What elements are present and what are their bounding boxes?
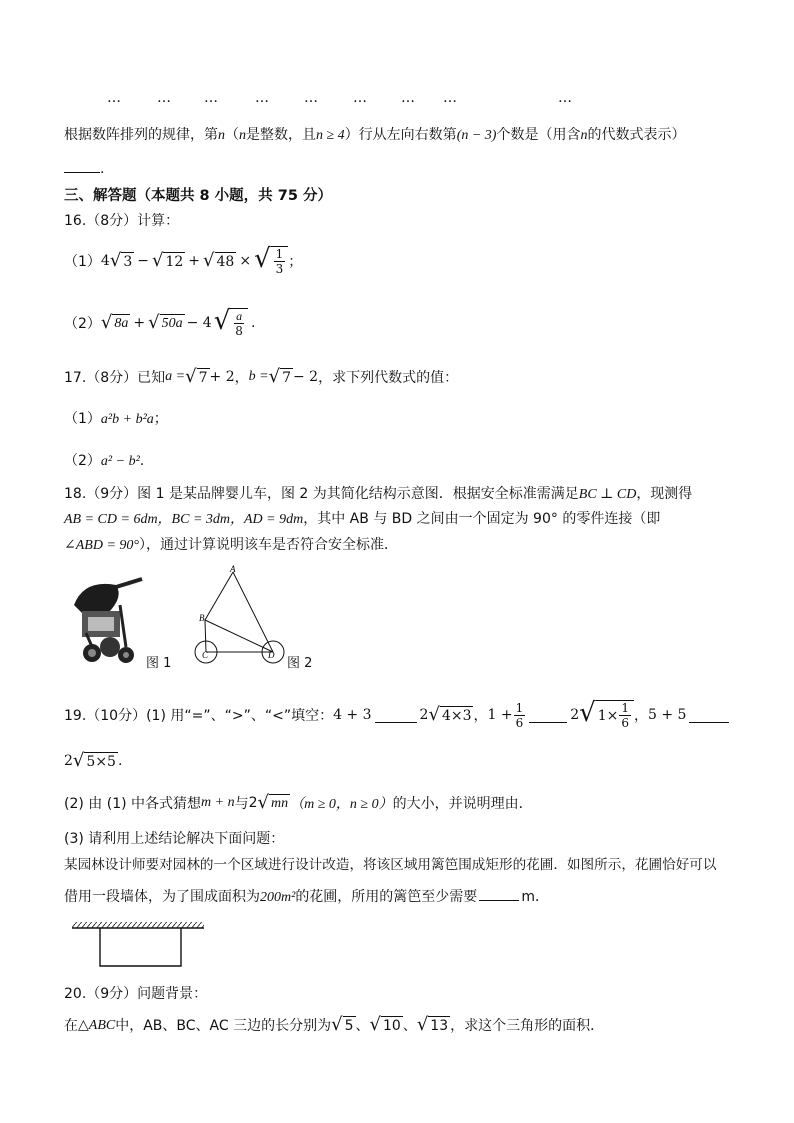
q18-line1: 18.（9分）图 1 是某品牌婴儿车，图 2 为其简化结构示意图．根据安全标准需满足BC ⊥ CD，现测得 [64, 486, 693, 502]
radical: √ 7 [268, 366, 291, 387]
answer-blank[interactable] [689, 708, 729, 723]
point-label-a: A [230, 564, 236, 574]
radical: √ 3 [109, 250, 133, 271]
q19-part3-line1: 某园林设计师要对园林的一个区域进行设计改造，将该区域用篱笆围成矩形的花圃．如图所示，花圃恰好可以 [64, 857, 717, 873]
radical: √ 10 [369, 1014, 401, 1035]
ellipsis: … [157, 90, 171, 106]
ellipsis: … [443, 90, 457, 106]
radical: √ 7 [185, 366, 208, 387]
radical: √ 13 [416, 1014, 449, 1035]
q19-part3-head: (3) 请利用上述结论解决下面问题： [64, 831, 285, 847]
radical: √ 12 [151, 250, 184, 271]
q18-line3: ∠ABD = 90°），通过计算说明该车是否符合安全标准． [64, 537, 398, 553]
q20-stem: 在 △ABC 中，AB、BC、AC 三边的长分别为 √ 5 、 √ 10 、 √ 13 ，求这个三角形的面积． [64, 1014, 605, 1035]
section-title: 三、解答题（本题共 8 小题，共 75 分） [64, 188, 332, 204]
q17-stem: 17.（8分）已知 a = √ 7 + 2 ， b = √ 7 − 2 ，求下列代数式的值： [64, 366, 459, 387]
q19-part1-cont: 2 √ 5×5 . [64, 750, 123, 771]
radical: √ mn [257, 792, 289, 813]
point-label-d: D [268, 650, 275, 660]
radical: √ 8a [100, 312, 129, 333]
fence-outline [100, 928, 181, 966]
q19-part2: (2) 由 (1) 中各式猜想 m + n 与 2 √ mn （m ≥ 0，n ≥ 0） 的大小，并说明理由． [64, 792, 533, 813]
q16-label: 16.（8分）计算： [64, 213, 180, 229]
q16-part2: （2） √ 8a + √ 50a − 4 √ $\frac{a}{8}$ . [64, 306, 256, 338]
q17-part2: （2）a² − b². [64, 453, 145, 469]
ellipsis: … [558, 90, 572, 106]
point-label-c: C [202, 650, 209, 660]
wall-hatching [72, 922, 204, 928]
ellipsis: … [304, 90, 318, 106]
fig2-caption: 图 2 [287, 656, 313, 671]
answer-blank[interactable] [479, 886, 519, 901]
fig1-caption: 图 1 [146, 656, 172, 671]
ellipsis: … [107, 90, 121, 106]
radical-fraction: √ $\frac{a}{8}$ [214, 308, 248, 338]
q17-part1: （1）a²b + b²a； [64, 411, 168, 427]
q18-line2: AB = CD = 6dm，BC = 3dm，AD = 9dm，其中 AB 与 BD 之间由一个固定为 90° 的零件连接（即 [64, 511, 661, 527]
ellipsis: … [401, 90, 415, 106]
wall-garden-diagram [70, 918, 210, 972]
ellipsis: … [204, 90, 218, 106]
q19-part3-line2: 借用一段墙体，为了围成面积为200m²的花圃，所用的篱笆至少需要 m． [64, 886, 549, 906]
answer-blank[interactable] [529, 708, 567, 723]
radical: √ 50a [148, 312, 183, 333]
radical: √ 48 [203, 250, 235, 271]
q19-part1: 19.（10分）(1) 用“=”、“>”、“<”填空： 4 + 3 2 √ 4×3 ， 1 + $\frac{1}{6}$ 2 √ 1× $\frac{1}{6}$ ， 5 + 5 [64, 700, 729, 730]
radical: √ 5×5 [72, 750, 116, 771]
ellipsis: … [353, 90, 367, 106]
stroller-figure [64, 575, 150, 665]
point-label-b: B [199, 613, 205, 623]
q15-answer-blank[interactable]: . [64, 158, 104, 177]
q15-text: 根据数阵排列的规律，第n（n是整数，且n ≥ 4）行从左向右数第(n − 3)个数是（用含n的代数式表示） [64, 127, 686, 143]
answer-blank[interactable] [375, 708, 417, 723]
q16-part1: （1） 4 √ 3 − √ 12 + √ 48 × √ $\frac{1}{3}$ ； [64, 244, 303, 276]
ellipsis: … [255, 90, 269, 106]
radical-fraction: √ $\frac{1}{3}$ [254, 246, 288, 276]
q20-head: 20.（9分）问题背景： [64, 986, 208, 1002]
radical-fraction: √ 1× $\frac{1}{6}$ [579, 700, 634, 730]
radical: √ 5 [331, 1014, 354, 1035]
structure-diagram [188, 564, 288, 670]
radical: √ 4×3 [428, 704, 472, 725]
